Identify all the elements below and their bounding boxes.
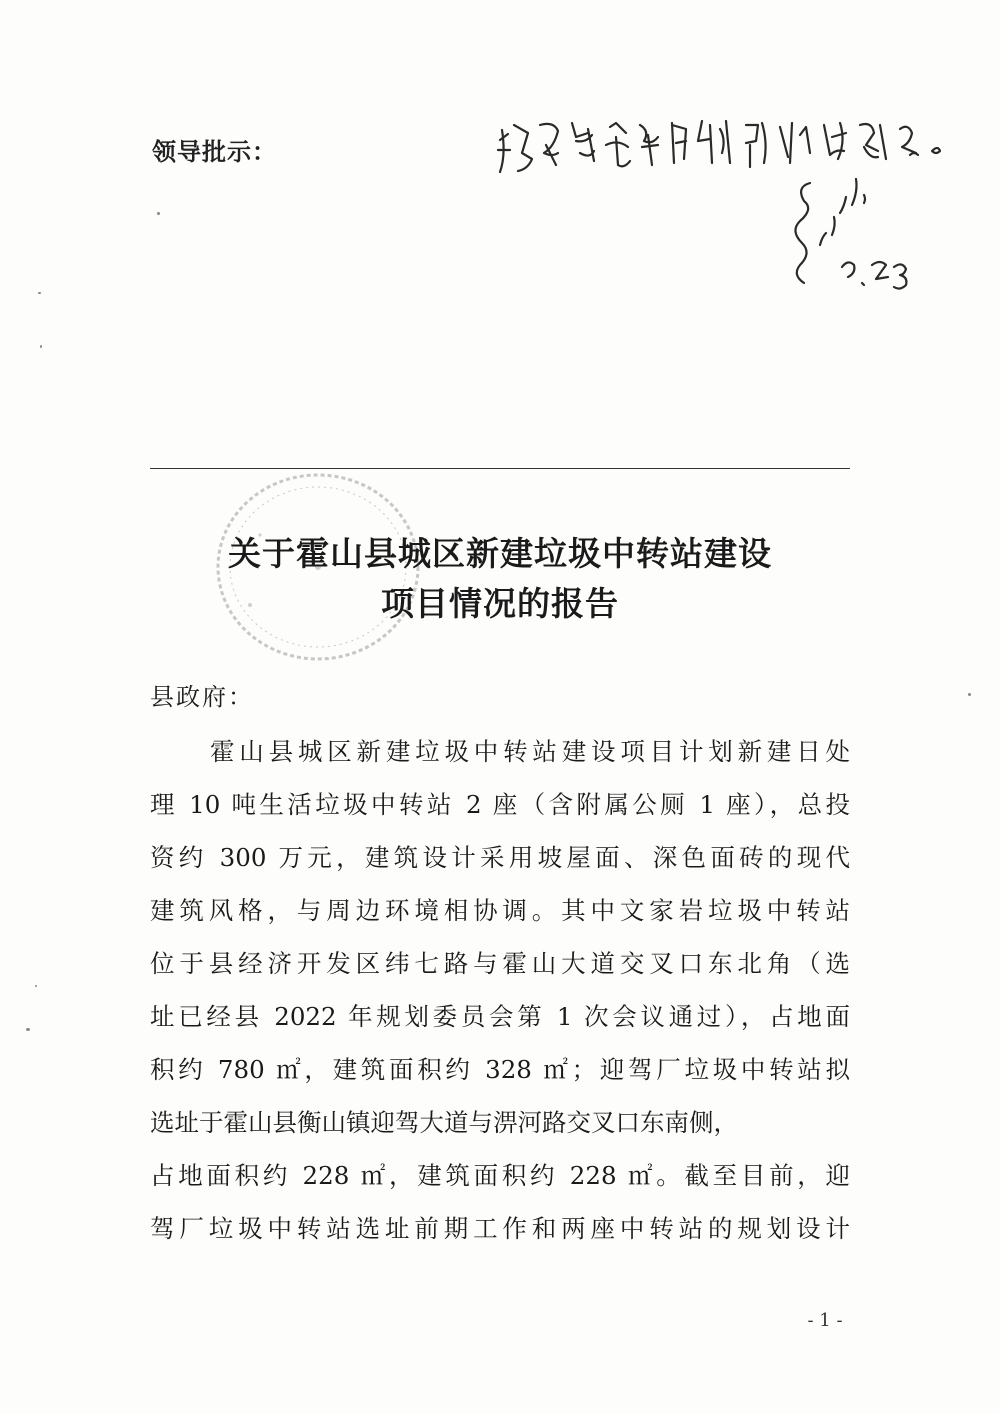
body-paragraph-line: 选址于霍山县衡山镇迎驾大道与淠河路交叉口东南侧， [150, 1108, 738, 1137]
handwritten-note-text: 请自然资源局规划中心按程序办理。 [480, 95, 496, 96]
document-title-line-1: 关于霍山县城区新建垃圾中转站建设 [228, 534, 772, 573]
document-title-line-2: 项目情况的报告 [381, 584, 619, 623]
page-number: - 1 - [807, 1310, 843, 1331]
body-paragraph-line: 位于县经济开发区纬七路与霍山大道交叉口东北角（选 [150, 949, 850, 978]
body-paragraph-line: 址已经县 2022 年规划委员会第 1 次会议通过），占地面 [150, 1002, 850, 1031]
salutation: 县政府： [150, 683, 254, 711]
body-paragraph-line: 积约 780 ㎡，建筑面积约 328 ㎡；迎驾厂垃圾中转站拟 [150, 1055, 850, 1084]
leader-instructions-label: 领导批示： [152, 138, 277, 166]
scan-speck [38, 292, 41, 294]
scan-speck [35, 985, 37, 987]
body-paragraph-line: 资约 300 万元，建筑设计采用坡屋面、深色面砖的现代 [150, 843, 850, 872]
body-paragraph-line: 霍山县城区新建垃圾中转站建设项目计划新建日处 [210, 737, 850, 766]
handwritten-annotation [480, 95, 960, 295]
body-paragraph-line: 建筑风格，与周边环境相协调。其中文家岩垃圾中转站 [150, 896, 850, 925]
scan-speck [157, 212, 160, 215]
scan-speck [40, 345, 42, 348]
body-paragraph-line: 驾厂垃圾中转站选址前期工作和两座中转站的规划设计 [150, 1214, 850, 1243]
scan-speck [26, 1028, 30, 1031]
scan-speck [968, 693, 971, 696]
body-paragraph-line: 理 10 吨生活垃圾中转站 2 座（含附属公厕 1 座），总投 [150, 790, 850, 819]
body-paragraph-line: 占地面积约 228 ㎡，建筑面积约 228 ㎡。截至目前，迎 [150, 1161, 850, 1190]
